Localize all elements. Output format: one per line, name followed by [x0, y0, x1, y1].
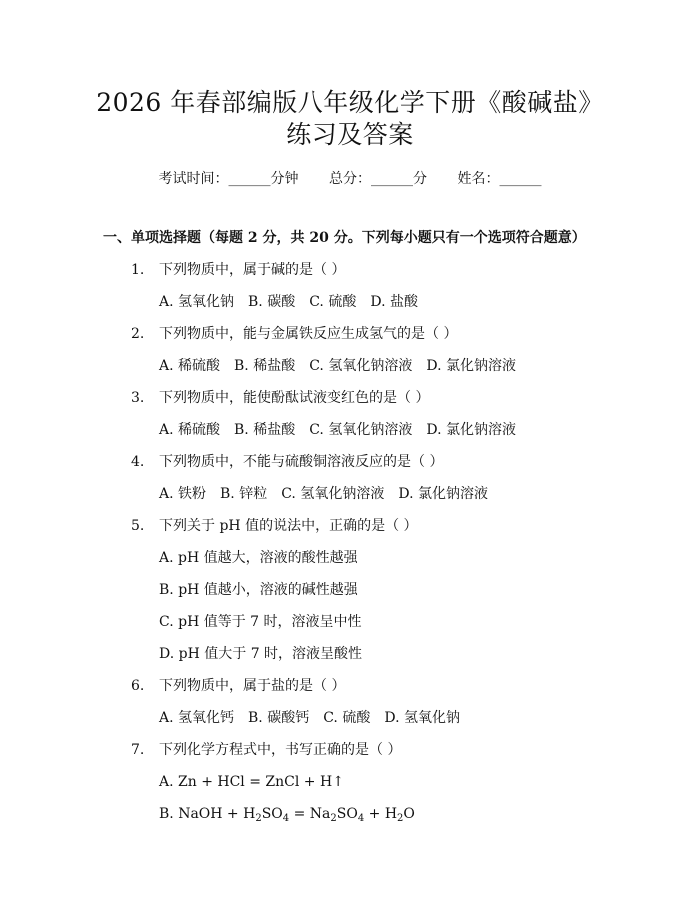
option-d: D. 盐酸 [370, 294, 418, 310]
option-d: D. 氢氧化钠 [384, 710, 460, 726]
question-2-options [159, 357, 516, 375]
option-a: A. 稀硫酸 [159, 358, 221, 374]
question-1 [131, 261, 345, 279]
question-5-option-b: B. pH 值越小，溶液的碱性越强 [159, 582, 358, 598]
question-5-option-c: C. pH 值等于 7 时，溶液呈中性 [159, 614, 362, 630]
question-text: 下列物质中，属于盐的是（ ） [159, 678, 346, 694]
section-heading-single-choice: 一、单项选择题（每题 2 分，共 20 分。下列每小题只有一个选项符合题意） [103, 230, 586, 246]
total-score-field: 总分：______分 [329, 171, 427, 187]
option-a: A. 氢氧化钙 [159, 710, 235, 726]
question-3-options [159, 421, 516, 439]
option-a: A. 铁粉 [159, 486, 207, 502]
question-5-option-a: A. pH 值越大，溶液的酸性越强 [159, 550, 358, 566]
question-7-option-a: A. Zn + HCl = ZnCl + H↑ [159, 774, 344, 790]
question-text: 下列物质中，能使酚酞试液变红色的是（ ） [159, 390, 430, 406]
question-2 [131, 325, 457, 343]
student-name-field: 姓名：______ [457, 171, 542, 187]
option-b: B. 碳酸钙 [248, 710, 310, 726]
document-title-line-2: 练习及答案 [286, 120, 414, 149]
question-6-options [159, 709, 460, 727]
question-1-options [159, 293, 418, 311]
option-b: B. 锌粒 [220, 486, 268, 502]
question-number: 4. [131, 454, 145, 470]
option-c: C. 氢氧化钠溶液 [281, 486, 385, 502]
question-number: 7. [131, 742, 145, 758]
question-number: 2. [131, 326, 145, 342]
question-text: 下列物质中，不能与硫酸铜溶液反应的是（ ） [159, 454, 444, 470]
question-4 [131, 453, 443, 471]
option-b: B. 碳酸 [248, 294, 296, 310]
exam-time-field: 考试时间：______分钟 [158, 171, 299, 187]
option-b: B. 稀盐酸 [234, 358, 296, 374]
question-number: 6. [131, 678, 145, 694]
question-text: 下列关于 pH 值的说法中，正确的是（ ） [159, 518, 418, 534]
question-number: 3. [131, 390, 145, 406]
question-3 [131, 389, 429, 407]
question-7 [131, 741, 401, 759]
question-text: 下列物质中，属于碱的是（ ） [159, 262, 346, 278]
option-c: C. 氢氧化钠溶液 [309, 422, 413, 438]
option-b: B. 稀盐酸 [234, 422, 296, 438]
option-c: C. 硫酸 [309, 294, 357, 310]
option-d: D. 氯化钠溶液 [398, 486, 488, 502]
exam-meta-row [0, 170, 700, 188]
question-number: 1. [131, 262, 145, 278]
question-4-options [159, 485, 488, 503]
question-text: 下列物质中，能与金属铁反应生成氢气的是（ ） [159, 326, 458, 342]
question-number: 5. [131, 518, 145, 534]
option-d: D. 氯化钠溶液 [426, 358, 516, 374]
option-c: C. 硫酸 [323, 710, 371, 726]
option-c: C. 氢氧化钠溶液 [309, 358, 413, 374]
question-5-option-d: D. pH 值大于 7 时，溶液呈酸性 [159, 646, 363, 662]
option-a: A. 稀硫酸 [159, 422, 221, 438]
document-title-line-1: 2026 年春部编版八年级化学下册《酸碱盐》 [96, 88, 604, 117]
question-text: 下列化学方程式中，书写正确的是（ ） [159, 742, 402, 758]
question-5 [131, 517, 418, 535]
question-6 [131, 677, 345, 695]
question-7-option-b: B. NaOH + $H_2SO_4 = Na_2SO_4 + H_2O$ [159, 806, 415, 824]
option-d: D. 氯化钠溶液 [426, 422, 516, 438]
option-a: A. 氢氧化钠 [159, 294, 235, 310]
